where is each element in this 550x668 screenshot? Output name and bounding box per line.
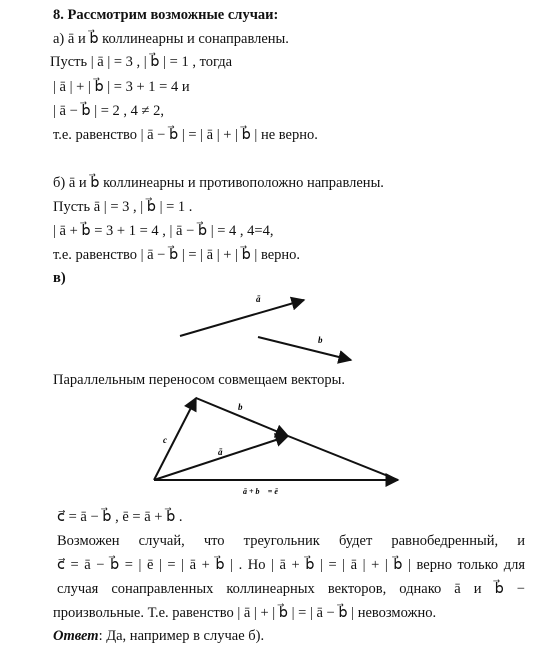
conclusion-line-2: c⃗ = ā − b⃗ = | ē | = | ā + b⃗ | . Но | ā + b⃗ | = | ā | + | b⃗ | верно только для bbox=[57, 557, 525, 573]
case-a-statement: а) ā и b⃗ коллинеарны и сонаправлены. bbox=[53, 31, 289, 47]
vector-b-arrow bbox=[258, 337, 351, 360]
case-a-assumption: Пусть | ā | = 3 , | b⃗ | = 1 , тогда bbox=[50, 54, 233, 70]
translation-sentence: Параллельным переносом совмещаем векторы. bbox=[53, 372, 346, 388]
answer-label: Ответ bbox=[53, 628, 99, 644]
case-b-conclusion: т.е. равенство | ā − b⃗ | = | ā | + | b⃗ | верно. bbox=[53, 247, 301, 263]
case-a-difference: | ā − b⃗ | = 2 , 4 ≠ 2, bbox=[53, 103, 165, 119]
case-a-conclusion: т.е. равенство | ā − b⃗ | = | ā | + | b⃗ | не верно. bbox=[53, 127, 318, 143]
case-b-statement: б) ā и b⃗ коллинеарны и противоположно направлены. bbox=[53, 175, 384, 191]
vector-b-label: b⃗ bbox=[318, 335, 330, 345]
conclusion-line-1: Возможен случай, что треугольник будет равнобедренный, и bbox=[57, 533, 525, 549]
case-a-sum: | ā | + | b⃗ | = 3 + 1 = 4 и bbox=[53, 79, 190, 95]
case-v-label: в) bbox=[53, 270, 66, 286]
triangle-label-a: ā bbox=[218, 447, 223, 457]
triangle-label-c: c⃗ bbox=[163, 435, 174, 445]
conclusion-line-3: случая сонаправленных коллинеарных векторов, однако ā и b⃗ − bbox=[57, 581, 525, 597]
vector-a-label: ā bbox=[256, 294, 261, 304]
triangle-label-sum: ā + b⃗ = ē bbox=[243, 487, 278, 496]
case-b-computation: | ā + b⃗ = 3 + 1 = 4 , | ā − b⃗ | = 4 , 4=4, bbox=[53, 223, 274, 239]
vector-a-arrow bbox=[180, 300, 304, 336]
answer-text: : Да, например в случае б). bbox=[98, 628, 265, 644]
problem-heading: 8. Рассмотрим возможные случаи: bbox=[53, 7, 279, 23]
triangle-closing-side bbox=[288, 436, 398, 480]
case-b-assumption: Пусть ā | = 3 , | b⃗ | = 1 . bbox=[53, 199, 193, 215]
answer-line bbox=[53, 627, 264, 645]
triangle-label-b: b⃗ bbox=[238, 402, 250, 412]
conclusion-line-4: произвольные. Т.е. равенство | ā | + | b⃗ | = | ā − b⃗ | невозможно. bbox=[53, 605, 437, 621]
vector-definitions: c⃗ = ā − b⃗ , ē = ā + b⃗ . bbox=[57, 509, 183, 525]
